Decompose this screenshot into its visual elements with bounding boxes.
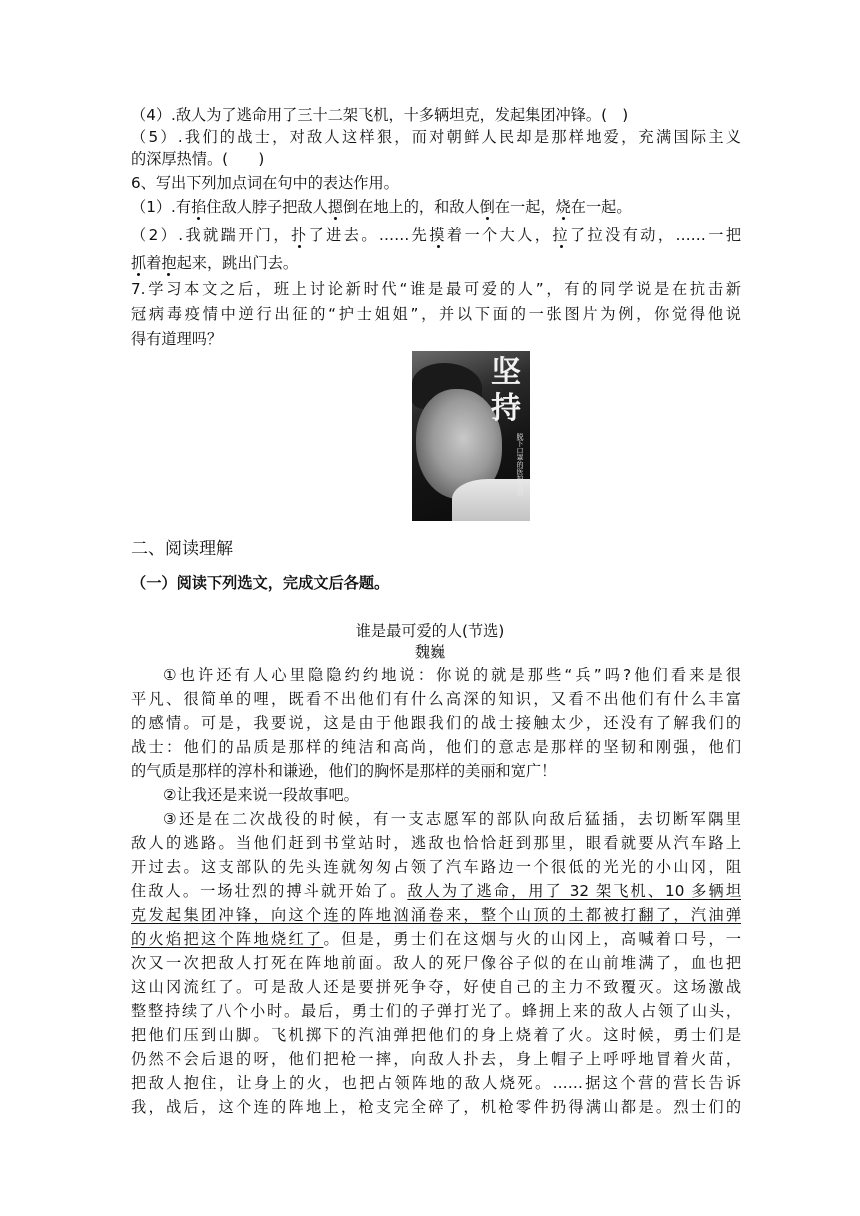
paragraph-3-line-10: 把他们压到山脚。飞机掷下的汽油弹把他们的身上烧着了火。这时候，勇士们是: [131, 1026, 741, 1044]
dotted-word: 烧: [555, 198, 571, 216]
photo-caption: 脱下口罩的医护人员: [516, 433, 524, 496]
question-7-line-1: 7.学习本文之后，班上讨论新时代“谁是最可爱的人”，有的同学说是在抗击新: [131, 280, 741, 298]
paragraph-2: ②让我还是来说一段故事吧。: [163, 786, 359, 804]
dotted-word: 拉: [552, 226, 570, 244]
dotted-word: 扑: [290, 226, 309, 244]
photo-title: 坚持: [491, 355, 519, 426]
paragraph-3-line-13: 我，战后，这个连的阵地上，枪支完全碎了，机枪零件扔得满山都是。烈士们的: [131, 1098, 741, 1116]
paragraph-3-line-6: 的火焰把这个阵地烧红了。但是，勇士们在这烟与火的山冈上，高喊着口号，一: [131, 930, 742, 948]
paragraph-3-line-3: 开过去。这支部队的先头连就匆匆占领了汽车路边一个很低的光光的小山冈，阻: [131, 858, 741, 876]
paragraph-1-line-4: 战士：他们的品质是那样的纯洁和高尚，他们的意志是那样的坚韧和刚强，他们: [131, 738, 741, 756]
question-5-line-2: 的深厚热情。( ): [131, 150, 265, 168]
paragraph-3-line-8: 这山冈流红了。可是敌人还是要拼死争夺，好使自己的主力不致覆灭。这场激战: [131, 978, 741, 996]
paragraph-1-line-5: 的气质是那样的淳朴和谦逊，他们的胸怀是那样的美丽和宽广！: [131, 762, 557, 780]
paragraph-1-line-2: 平凡、很简单的哩，既看不出他们有什么高深的知识，又看不出他们有什么丰富: [131, 690, 741, 708]
section-subheading: （一）阅读下列选文，完成文后各题。: [131, 574, 390, 592]
question-6-title: 6、写出下列加点词在句中的表达作用。: [131, 174, 399, 192]
dotted-word: 倒: [479, 198, 495, 216]
article-author: 魏巍: [414, 643, 446, 661]
question-7-line-3: 得有道理吗？: [131, 330, 223, 348]
paragraph-3-line-11: 仍然不会后退的呀，他们把枪一摔，向敌人扑去，身上帽子上呼呼地冒着火苗，: [131, 1050, 741, 1068]
paragraph-1-line-1: ①也许还有人心里隐隐约约地说：你说的就是那些“兵”吗?他们看来是很: [163, 666, 741, 684]
dotted-word: 摁: [327, 198, 343, 216]
paragraph-3-line-1: ③还是在二次战役的时候，有一支志愿军的部队向敌后猛插，去切断军隅里: [163, 810, 741, 828]
article-title: 谁是最可爱的人(节选): [355, 622, 505, 640]
dotted-word: 摸: [429, 226, 447, 244]
dotted-word: 掐: [191, 198, 207, 216]
paragraph-3-line-5: 克发起集团冲锋，向这个连的阵地汹涌卷来，整个山顶的土都被打翻了，汽油弹: [131, 906, 741, 924]
dotted-word: 抓: [131, 254, 147, 272]
question-5-line-1: （5）.我们的战士，对敌人这样狠，而对朝鲜人民却是那样地爱，充满国际主义: [131, 128, 741, 146]
question-7-line-2: 冠病毒疫情中逆行出征的“护士姐姐”，并以下面的一张图片为例，你觉得他说: [131, 305, 741, 323]
nurse-photo: [412, 351, 530, 521]
dotted-word: 抱: [161, 254, 177, 272]
paragraph-3-line-12: 把敌人抱住，让身上的火，也把占领阵地的敌人烧死。……据这个营的营长告诉: [131, 1074, 741, 1092]
paragraph-1-line-3: 的感情。可是，我要说，这是由于他跟我们的战士接触太少，还没有了解我们的: [131, 714, 741, 732]
question-4: （4）.敌人为了逃命用了三十二架飞机，十多辆坦克，发起集团冲锋。( ): [131, 106, 629, 124]
underlined-sentence: 的火焰把这个阵地烧红了: [131, 930, 324, 948]
section-heading: 二、阅读理解: [131, 539, 233, 559]
paragraph-3-line-9: 整整持续了八个小时。最后，勇士们的子弹打光了。蜂拥上来的敌人占领了山头，: [131, 1002, 741, 1020]
paragraph-3-line-4: 住敌人。一场壮烈的搏斗就开始了。敌人为了逃命，用了 32 架飞机、10 多辆坦: [131, 882, 742, 900]
paragraph-3-line-2: 敌人的逃路。当他们赶到书堂站时，逃敌也恰恰赶到那里，眼看就要从汽车路上: [131, 834, 741, 852]
question-6-item-2-line-1: （2）.我就踹开门，扑了进去。……先摸着一个大人，拉了拉没有动，……一把: [131, 226, 742, 244]
paragraph-3-line-7: 次又一次把敌人打死在阵地前面。敌人的死尸像谷子似的在山前堆满了，血也把: [131, 954, 741, 972]
underlined-sentence: 敌人为了逃命，用了 32 架飞机、10 多辆坦: [407, 882, 742, 900]
question-6-item-1: （1）.有掐住敌人脖子把敌人摁倒在地上的，和敌人倒在一起，烧在一起。: [131, 198, 632, 216]
question-6-item-2-line-2: 抓着抱起来，跳出门去。: [131, 254, 299, 272]
